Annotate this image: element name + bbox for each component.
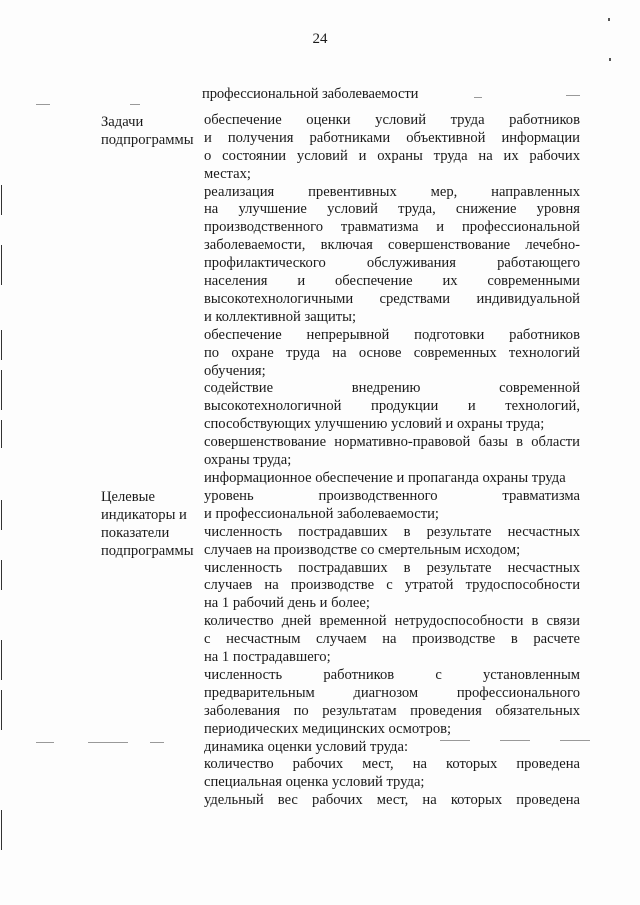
text-line: охраны труда; [204,451,292,468]
text-line: предварительным диагнозом профессионального [204,684,580,701]
scan-edge-mark [1,185,2,215]
text-line: заболеваемости, включая совершенствование лечебно- [204,237,580,254]
text-line: информационное обеспечение и пропаганда охраны труда [204,469,566,486]
text-line: численность пострадавших в результате несчастных [204,523,580,540]
text-line: содействие внедрению современной [204,380,580,397]
text-line: и профессиональной заболеваемости; [204,505,439,522]
text-line: о состоянии условий и охраны труда на их рабочих [204,147,580,164]
text-line: способствующих улучшению условий и охраны труда; [204,416,545,433]
text-line: с несчастным случаем на производстве в расчете [204,631,580,648]
scan-dash [88,742,128,743]
text-line: и получения работниками объективной информации [204,129,580,146]
text-line: местах; [204,165,251,182]
scan-dash [36,104,50,105]
text-line: динамика оценки условий труда: [204,738,409,755]
text-line: обучения; [204,362,266,379]
text-line: на 1 пострадавшего; [204,649,331,666]
paragraph [204,792,580,810]
section-label-tasks [101,113,201,149]
paragraph [204,667,580,739]
paragraph [204,613,580,667]
section-label-line: Целевые [101,489,155,505]
text-line: высокотехнологичными средствами индивидуальной [204,290,580,307]
scan-edge-mark [1,690,2,730]
scan-dash [474,97,482,98]
text-line: на улучшение условий труда, снижение уровня [204,201,580,218]
text-line: обеспечение оценки условий труда работников [204,112,580,128]
paragraph [204,756,580,792]
scan-edge-mark [1,245,2,285]
scan-edge-mark [1,500,2,530]
scan-dash [560,740,590,741]
scan-edge-mark [1,370,2,410]
scan-dash [36,742,54,743]
text-line: на 1 рабочий день и более; [204,595,370,612]
paragraph [204,739,580,757]
paragraph [204,524,580,560]
text-line: населения и обеспечение их современными [204,273,580,290]
paragraph [204,327,580,381]
text-line: количество рабочих мест, на которых проведена [204,756,580,773]
scan-edge-mark [1,420,2,448]
text-line: производственного травматизма и профессиональной [204,219,580,236]
section-content-indicators [204,488,580,810]
paragraph [204,184,580,327]
text-line: случаев на производстве со смертельным исходом; [204,541,521,558]
text-line: обеспечение непрерывной подготовки работников [204,326,580,343]
scan-dash [500,740,530,741]
paragraph [204,380,580,434]
scan-dash [130,104,140,105]
paragraph [204,434,580,470]
scan-dash [150,742,164,743]
text-line: количество дней временной нетрудоспособности в связи [204,613,580,630]
scan-speck [608,18,610,21]
scan-dash [566,95,580,96]
text-line: высокотехнологичной продукции и технологий, [204,398,580,415]
paragraph [204,112,580,184]
scan-edge-mark [1,330,2,360]
scan-edge-mark [1,810,2,850]
section-label-line: индикаторы и [101,507,187,523]
text-line: уровень производственного травматизма [204,488,580,504]
scan-speck [609,58,611,61]
paragraph [204,560,580,614]
paragraph [204,470,580,488]
section-label-line: Задачи [101,114,144,130]
text-line: профилактического обслуживания работающего [204,255,580,272]
text-line: периодических медицинских осмотров; [204,720,452,737]
text-line: по охране труда на основе современных технологий [204,344,580,361]
section-label-line: подпрограммы [101,132,194,148]
text-line: удельный вес рабочих мест, на которых проведена [204,792,580,809]
section-content-tasks [204,112,580,488]
text-line: специальная оценка условий труда; [204,774,425,791]
text-line: численность пострадавших в результате несчастных [204,559,580,576]
continued-text-line: профессиональной заболеваемости [202,86,419,102]
page-number: 24 [312,31,328,47]
text-line: реализация превентивных мер, направленных [204,183,580,200]
scan-edge-mark [1,560,2,590]
text-line: совершенствование нормативно-правовой базы в области [204,434,580,451]
scan-edge-mark [1,640,2,680]
text-line: заболевания по результатам проведения обязательных [204,702,580,719]
paragraph [204,488,580,524]
text-line: случаев на производстве с утратой трудоспособности [204,577,580,594]
text-line: численность работников с установленным [204,666,580,683]
text-line: и коллективной защиты; [204,308,357,325]
section-label-line: подпрограммы [101,543,194,559]
scan-dash [440,740,470,741]
section-label-indicators [101,488,201,560]
section-label-line: показатели [101,525,170,541]
